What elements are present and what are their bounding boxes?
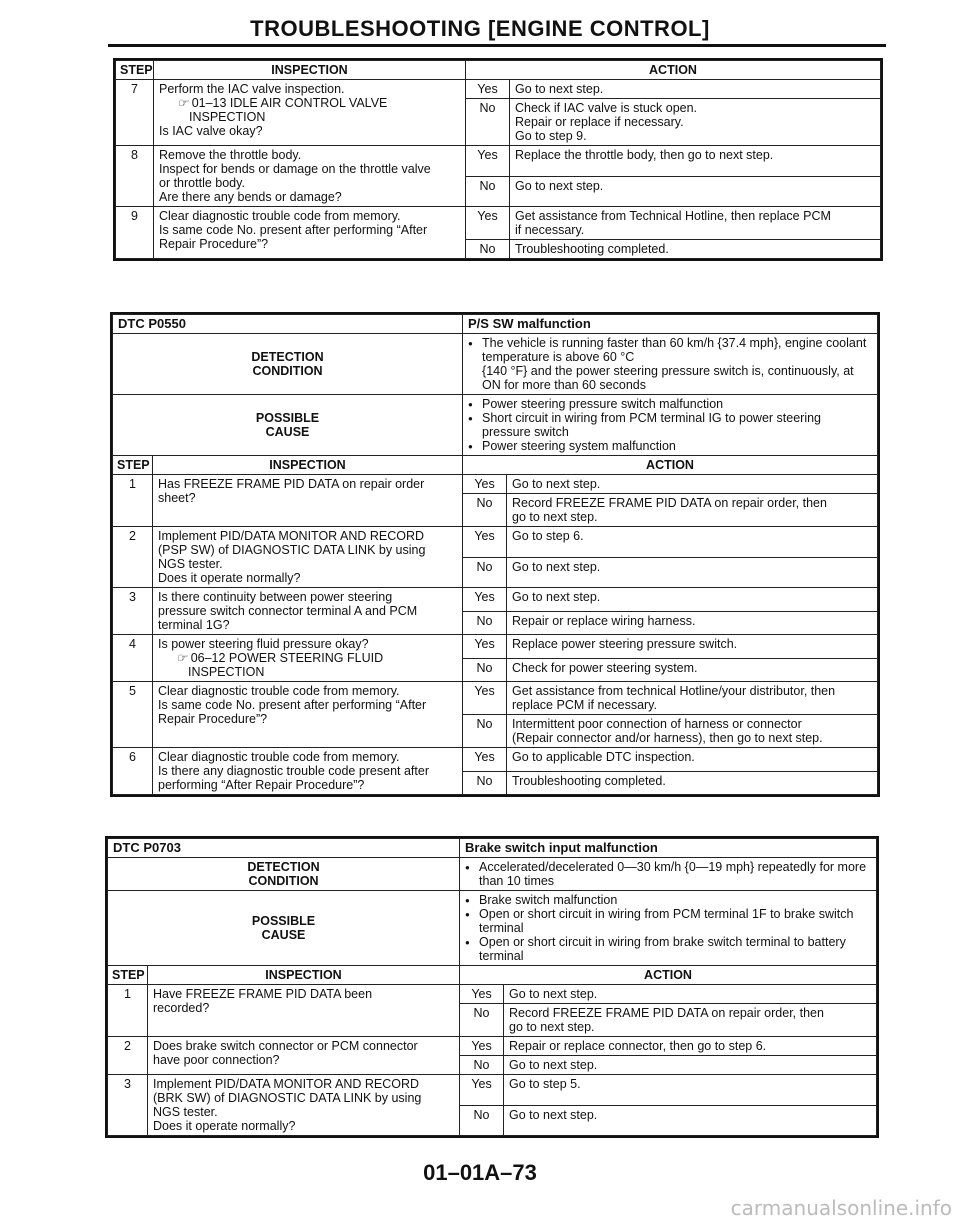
step-row xyxy=(113,588,878,612)
no-label: No xyxy=(466,99,510,146)
reference-text: INSPECTION xyxy=(189,110,266,124)
step-number: 2 xyxy=(113,527,153,588)
yes-label: Yes xyxy=(463,475,507,494)
text-line: Go to next step. xyxy=(512,477,601,491)
text-line: NGS tester. xyxy=(153,1105,218,1119)
text-line: CAUSE xyxy=(261,928,306,942)
text-line: if necessary. xyxy=(515,223,585,237)
text-line: Troubleshooting completed. xyxy=(515,242,669,256)
reference-symbol-icon: ☞ xyxy=(176,651,191,665)
no-action xyxy=(510,99,881,146)
text-line: Implement PID/DATA MONITOR AND RECORD xyxy=(158,529,425,543)
reference-line xyxy=(159,110,460,124)
cause-item: ● Open or short circuit in wiring from brake switch terminal to battery terminal xyxy=(465,935,871,963)
reference-text: 06–12 POWER STEERING FLUID xyxy=(190,651,384,665)
text-line: Repair or replace connector, then go to step 6. xyxy=(509,1039,767,1053)
no-label: No xyxy=(463,658,507,682)
header-step: STEP xyxy=(116,61,154,80)
detection-row xyxy=(108,858,877,891)
step-row xyxy=(108,1037,877,1056)
step-row xyxy=(113,748,878,772)
detection-row xyxy=(113,334,878,395)
yes-label: Yes xyxy=(463,635,507,659)
detection-condition xyxy=(463,334,878,395)
step-row xyxy=(116,80,881,99)
step-inspection xyxy=(153,682,463,748)
header-action: ACTION xyxy=(466,61,881,80)
text-line: Clear diagnostic trouble code from memory. xyxy=(158,684,400,698)
text-line: Repair Procedure”? xyxy=(158,712,268,726)
header-inspection: INSPECTION xyxy=(153,456,463,475)
step-row xyxy=(113,635,878,659)
text-line: Clear diagnostic trouble code from memory. xyxy=(158,750,400,764)
yes-action xyxy=(507,682,878,715)
no-label: No xyxy=(463,771,507,795)
step-number: 2 xyxy=(108,1037,148,1075)
detection-label xyxy=(113,334,463,395)
text-line: recorded? xyxy=(153,1001,210,1015)
page-title: TROUBLESHOOTING [ENGINE CONTROL] xyxy=(250,16,710,41)
text-line: Is same code No. present after performing “After xyxy=(158,698,427,712)
yes-label: Yes xyxy=(460,1037,504,1056)
no-label: No xyxy=(460,1105,504,1136)
step-inspection xyxy=(148,985,460,1037)
no-action xyxy=(507,715,878,748)
yes-action xyxy=(504,1075,877,1106)
text-line: DETECTION xyxy=(247,860,320,874)
header-row xyxy=(116,61,881,80)
yes-action xyxy=(504,1037,877,1056)
no-label: No xyxy=(460,1056,504,1075)
header-action: ACTION xyxy=(463,456,878,475)
text-line: (BRK SW) of DIAGNOSTIC DATA LINK by using xyxy=(153,1091,422,1105)
dtc-p0550-table xyxy=(110,312,880,797)
step-row xyxy=(108,1075,877,1106)
yes-label: Yes xyxy=(466,80,510,99)
text-line: ● Accelerated/decelerated 0—30 km/h {0—19 mph} repeatedly for more than 10 times xyxy=(479,860,867,888)
no-label: No xyxy=(466,176,510,207)
text-line: Are there any bends or damage? xyxy=(159,190,342,204)
cause-item: ● Power steering pressure switch malfunction xyxy=(468,397,872,411)
text-line: CONDITION xyxy=(252,364,323,378)
text-line: Replace power steering pressure switch. xyxy=(512,637,738,651)
text-line: Intermittent poor connection of harness or connector xyxy=(512,717,802,731)
text-line: sheet? xyxy=(158,491,196,505)
yes-label: Yes xyxy=(460,1075,504,1106)
dtc-header-row xyxy=(108,839,877,858)
cause-list xyxy=(465,893,871,963)
dtc-header-row xyxy=(113,315,878,334)
yes-action xyxy=(507,588,878,612)
text-line: Is there continuity between power steering xyxy=(158,590,393,604)
step-inspection xyxy=(154,146,466,207)
step-inspection xyxy=(154,207,466,259)
yes-action xyxy=(510,80,881,99)
no-action xyxy=(507,658,878,682)
header-step: STEP xyxy=(108,966,148,985)
text-line: go to next step. xyxy=(509,1020,595,1034)
text-line: Get assistance from Technical Hotline, then replace PCM xyxy=(515,209,831,223)
text-line: Go to next step. xyxy=(512,559,601,574)
text-line: Go to applicable DTC inspection. xyxy=(512,750,695,764)
step-number: 8 xyxy=(116,146,154,207)
yes-label: Yes xyxy=(466,207,510,240)
dtc-title: P/S SW malfunction xyxy=(463,315,878,334)
cause-row xyxy=(108,891,877,966)
detection-label xyxy=(108,858,460,891)
cause-item: ● Open or short circuit in wiring from PCM terminal 1F to brake switch terminal xyxy=(465,907,871,935)
cause-label xyxy=(113,395,463,456)
step-inspection xyxy=(153,748,463,795)
step-row xyxy=(113,682,878,715)
text-line: DETECTION xyxy=(251,350,324,364)
yes-label: Yes xyxy=(460,985,504,1004)
reference-line xyxy=(159,96,460,110)
text-line: Check for power steering system. xyxy=(512,660,698,675)
step-inspection xyxy=(153,527,463,588)
text-line: NGS tester. xyxy=(158,557,223,571)
text-line: Repair or replace wiring harness. xyxy=(512,613,696,628)
step-inspection xyxy=(148,1037,460,1075)
dtc-p0703-table xyxy=(105,836,879,1138)
text-line: CONDITION xyxy=(248,874,319,888)
text-line: Check if IAC valve is stuck open. xyxy=(515,101,698,115)
detection-condition xyxy=(460,858,877,891)
detection-list xyxy=(465,860,871,888)
text-line: Remove the throttle body. xyxy=(159,148,302,162)
cause-item: ● Short circuit in wiring from PCM terminal IG to power steering pressure switch xyxy=(468,411,872,439)
text-line: or throttle body. xyxy=(159,176,245,190)
header-action: ACTION xyxy=(460,966,877,985)
yes-label: Yes xyxy=(463,748,507,772)
detection-item xyxy=(465,860,871,888)
step-number: 9 xyxy=(116,207,154,259)
step-row xyxy=(113,527,878,558)
no-label: No xyxy=(466,240,510,259)
reference-line xyxy=(158,665,457,679)
step-number: 4 xyxy=(113,635,153,682)
text-line: CAUSE xyxy=(265,425,310,439)
text-line: Has FREEZE FRAME PID DATA on repair order xyxy=(158,477,425,491)
dtc-code: DTC P0703 xyxy=(108,839,460,858)
no-action xyxy=(507,611,878,635)
reference-symbol-icon: ☞ xyxy=(177,96,192,110)
yes-action xyxy=(507,748,878,772)
step-row xyxy=(116,146,881,177)
text-line: Record FREEZE FRAME PID DATA on repair order, then xyxy=(509,1006,824,1020)
text-line: Is power steering fluid pressure okay? xyxy=(158,637,369,651)
steps-table xyxy=(115,60,881,259)
text-line: Repair Procedure”? xyxy=(159,237,269,251)
detection-item xyxy=(468,336,872,392)
yes-action xyxy=(507,635,878,659)
text-line: {140 °F} and the power steering pressure switch is, continuously, at ON for more than 60 seconds xyxy=(482,364,854,392)
text-line: ● The vehicle is running faster than 60 km/h {37.4 mph}, engine coolant temperature is above 60 °C xyxy=(482,336,867,364)
no-action xyxy=(504,1056,877,1075)
text-line: Does it operate normally? xyxy=(158,571,301,585)
step-number: 3 xyxy=(108,1075,148,1136)
yes-label: Yes xyxy=(463,527,507,558)
step-inspection xyxy=(153,635,463,682)
no-label: No xyxy=(463,557,507,588)
step-inspection xyxy=(153,588,463,635)
text-line: Go to next step. xyxy=(509,1107,598,1122)
text-line: Go to next step. xyxy=(509,987,598,1001)
yes-action xyxy=(507,527,878,558)
possible-causes xyxy=(463,395,878,456)
yes-label: Yes xyxy=(463,682,507,715)
step-number: 6 xyxy=(113,748,153,795)
text-line: terminal 1G? xyxy=(158,618,230,632)
text-line: have poor connection? xyxy=(153,1053,280,1067)
detection-list xyxy=(468,336,872,392)
text-line: Does brake switch connector or PCM connector xyxy=(153,1039,418,1053)
text-line: POSSIBLE xyxy=(255,411,320,425)
no-action xyxy=(507,771,878,795)
yes-action xyxy=(504,985,877,1004)
text-line: Inspect for bends or damage on the throttle valve xyxy=(159,162,431,176)
text-line: Go to next step. xyxy=(512,590,601,604)
yes-label: Yes xyxy=(466,146,510,177)
title-rule xyxy=(108,44,886,47)
text-line: Repair or replace if necessary. xyxy=(515,115,684,129)
no-label: No xyxy=(463,494,507,527)
text-line: Is same code No. present after performing “After xyxy=(159,223,428,237)
text-line: Perform the IAC valve inspection. xyxy=(159,82,345,96)
step-number: 5 xyxy=(113,682,153,748)
step-number: 1 xyxy=(113,475,153,527)
header-inspection: INSPECTION xyxy=(154,61,466,80)
step-inspection xyxy=(153,475,463,527)
step-number: 7 xyxy=(116,80,154,146)
text-line: Is there any diagnostic trouble code present after xyxy=(158,764,429,778)
text-line: Does it operate normally? xyxy=(153,1119,296,1133)
text-line: Go to step 9. xyxy=(515,129,587,143)
possible-causes xyxy=(460,891,877,966)
text-line: Go to step 6. xyxy=(512,529,584,543)
cause-item: ● Brake switch malfunction xyxy=(465,893,871,907)
text-line: Implement PID/DATA MONITOR AND RECORD xyxy=(153,1077,420,1091)
dtc-title: Brake switch input malfunction xyxy=(460,839,877,858)
no-action xyxy=(504,1004,877,1037)
header-row xyxy=(113,456,878,475)
cause-item: ● Power steering system malfunction xyxy=(468,439,872,453)
reference-text: 01–13 IDLE AIR CONTROL VALVE xyxy=(191,96,388,110)
text-line: performing “After Repair Procedure”? xyxy=(158,778,365,792)
text-line: replace PCM if necessary. xyxy=(512,698,657,712)
text-line: Have FREEZE FRAME PID DATA been xyxy=(153,987,373,1001)
step-row xyxy=(116,207,881,240)
no-action xyxy=(510,176,881,207)
text-line: (Repair connector and/or harness), then go to next step. xyxy=(512,731,823,745)
text-line: (PSP SW) of DIAGNOSTIC DATA LINK by using xyxy=(158,543,426,557)
steps-table xyxy=(107,838,877,1136)
cause-list xyxy=(468,397,872,453)
yes-action xyxy=(510,146,881,177)
step-row xyxy=(108,985,877,1004)
text-line: go to next step. xyxy=(512,510,598,524)
text-line: POSSIBLE xyxy=(251,914,316,928)
text-line: Troubleshooting completed. xyxy=(512,773,666,788)
reference-text: INSPECTION xyxy=(188,665,265,679)
text-line: pressure switch connector terminal A and PCM xyxy=(158,604,418,618)
text-line: Get assistance from technical Hotline/your distributor, then xyxy=(512,684,836,698)
troubleshooting-table-steps-7-9 xyxy=(113,58,883,261)
no-label: No xyxy=(463,611,507,635)
step-inspection xyxy=(154,80,466,146)
text-line: Go to next step. xyxy=(515,178,604,193)
cause-row xyxy=(113,395,878,456)
text-line: Go to step 5. xyxy=(509,1077,581,1091)
dtc-code: DTC P0550 xyxy=(113,315,463,334)
reference-line xyxy=(158,651,457,665)
text-line: Replace the throttle body, then go to next step. xyxy=(515,148,774,162)
step-inspection xyxy=(148,1075,460,1136)
no-action xyxy=(507,494,878,527)
cause-label xyxy=(108,891,460,966)
text-line: Record FREEZE FRAME PID DATA on repair order, then xyxy=(512,496,827,510)
step-number: 3 xyxy=(113,588,153,635)
header-step: STEP xyxy=(113,456,153,475)
steps-table xyxy=(112,314,878,795)
no-action xyxy=(507,557,878,588)
text-line: Go to next step. xyxy=(515,82,604,96)
yes-action xyxy=(507,475,878,494)
header-row xyxy=(108,966,877,985)
yes-label: Yes xyxy=(463,588,507,612)
no-label: No xyxy=(460,1004,504,1037)
text-line: Is IAC valve okay? xyxy=(159,124,263,138)
no-action xyxy=(510,240,881,259)
text-line: Clear diagnostic trouble code from memory. xyxy=(159,209,401,223)
text-line: Go to next step. xyxy=(509,1058,598,1072)
no-action xyxy=(504,1105,877,1136)
page-number: 01–01A–73 xyxy=(423,1160,537,1185)
watermark: carmanualsonline.info xyxy=(730,1196,952,1220)
no-label: No xyxy=(463,715,507,748)
header-inspection: INSPECTION xyxy=(148,966,460,985)
step-row xyxy=(113,475,878,494)
yes-action xyxy=(510,207,881,240)
step-number: 1 xyxy=(108,985,148,1037)
